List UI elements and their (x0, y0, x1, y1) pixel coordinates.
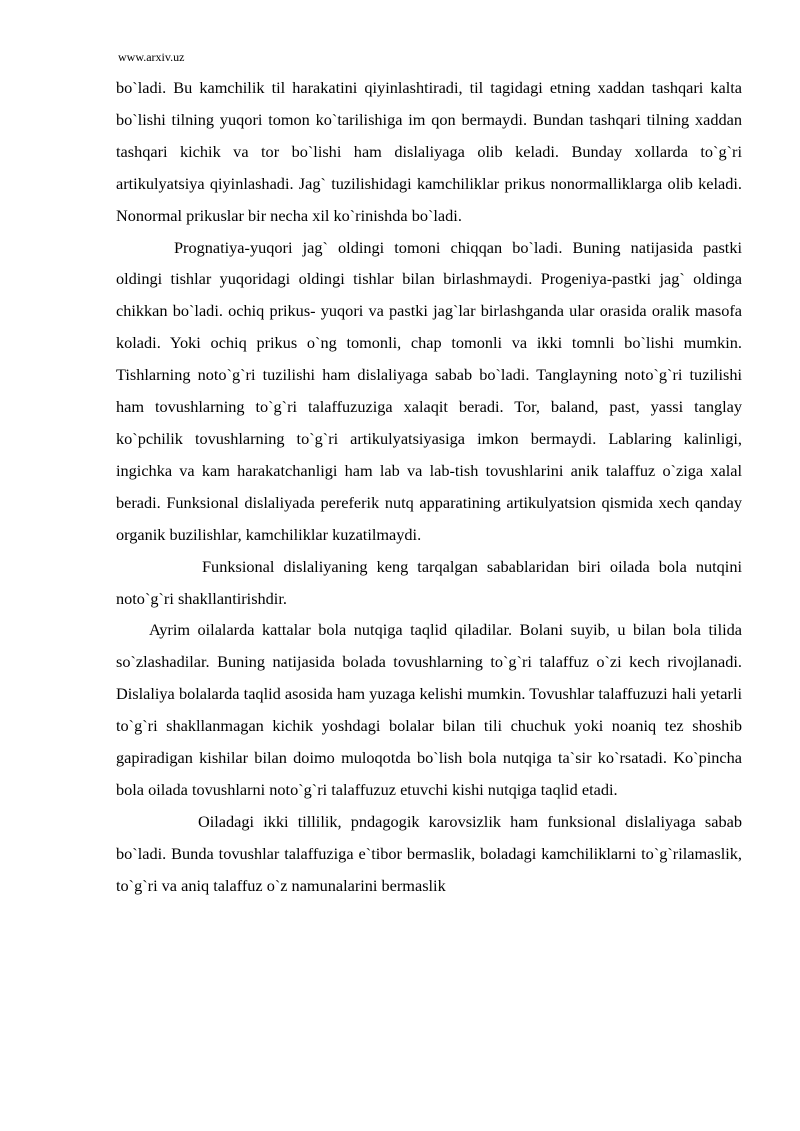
paragraph: Funksional dislaliyaning keng tarqalgan sabablaridan biri oilada bola nutqini noto`g`ri shakllantirishdir. (116, 556, 742, 608)
document-body (116, 72, 742, 902)
paragraph: bo`ladi. Bu kamchilik til harakatini qiyinlashtiradi, til tagidagi etning xaddan tashqari kalta bo`lishi tilning yuqori tomon ko`tarilishiga im qon bermaydi. Bundan tashqari tilning xaddan tashqari kichik va tor bo`lishi ham dislaliyaga olib keladi. Bunday xollarda to`g`ri artikulyatsiya qiyinlashadi. Jag` tuzilishidagi kamchiliklar prikus nonormalliklarga olib keladi. Nonormal prikuslar bir necha xil ko`rinishda bo`ladi. (116, 78, 742, 225)
paragraph: Ayrim oilalarda kattalar bola nutqiga taqlid qiladilar. Bolani suyib, u bilan bola tilida so`zlashadilar. Buning natijasida bolada tovushlarning to`g`ri talaffuz o`zi kech rivojlanadi. Dislaliya bolalarda taqlid asosida ham yuzaga kelishi mumkin. Tovushlar talaffuzuzi hali yetarli to`g`ri shakllanmagan kichik yoshdagi bolalar bilan tili chuchuk yoki noaniq tez shoshib gapiradigan kishilar bilan doimo muloqotda bo`lish bola nutqiga ta`sir ko`rsatadi. Ko`pincha bola oilada tovushlarni noto`g`ri talaffuzuz etuvchi kishi nutqiga taqlid etadi. (116, 620, 742, 799)
paragraph: Prognatiya-yuqori jag` oldingi tomoni chiqqan bo`ladi. Buning natijasida pastki oldingi tishlar yuqoridagi oldingi tishlar bilan birlashmaydi. Progeniya-pastki jag` oldinga chikkan bo`ladi. ochiq prikus- yuqori va pastki jag`lar birlashganda ular orasida oralik masofa koladi. Yoki ochiq prikus o`ng tomonli, chap tomonli va ikki tomnli bo`lishi mumkin. Tishlarning noto`g`ri tuzilishi ham dislaliyaga sabab bo`ladi. Tanglayning noto`g`ri tuzilishi ham tovushlarning to`g`ri talaffuzuziga xalaqit beradi. Tor, baland, past, yassi tanglay ko`pchilik tovushlarning to`g`ri artikulyatsiyasiga imkon bermaydi. Lablaring kalinligi, ingichka va kam harakatchanligi ham lab va lab-tish tovushlarini anik talaffuz o`ziga xalal beradi. Funksional dislaliyada pereferik nutq apparatining artikulyatsion qismida xech qanday organik buzilishlar, kamchiliklar kuzatilmaydi. (116, 237, 742, 544)
paragraph: Oiladagi ikki tillilik, pndagogik karovsizlik ham funksional dislaliyaga sabab bo`ladi. Bunda tovushlar talaffuziga e`tibor bermaslik, boladagi kamchiliklarni to`g`rilamaslik, to`g`ri va aniq talaffuz o`z namunalarini bermaslik (116, 811, 742, 895)
site-header: www.arxiv.uz (118, 50, 185, 64)
